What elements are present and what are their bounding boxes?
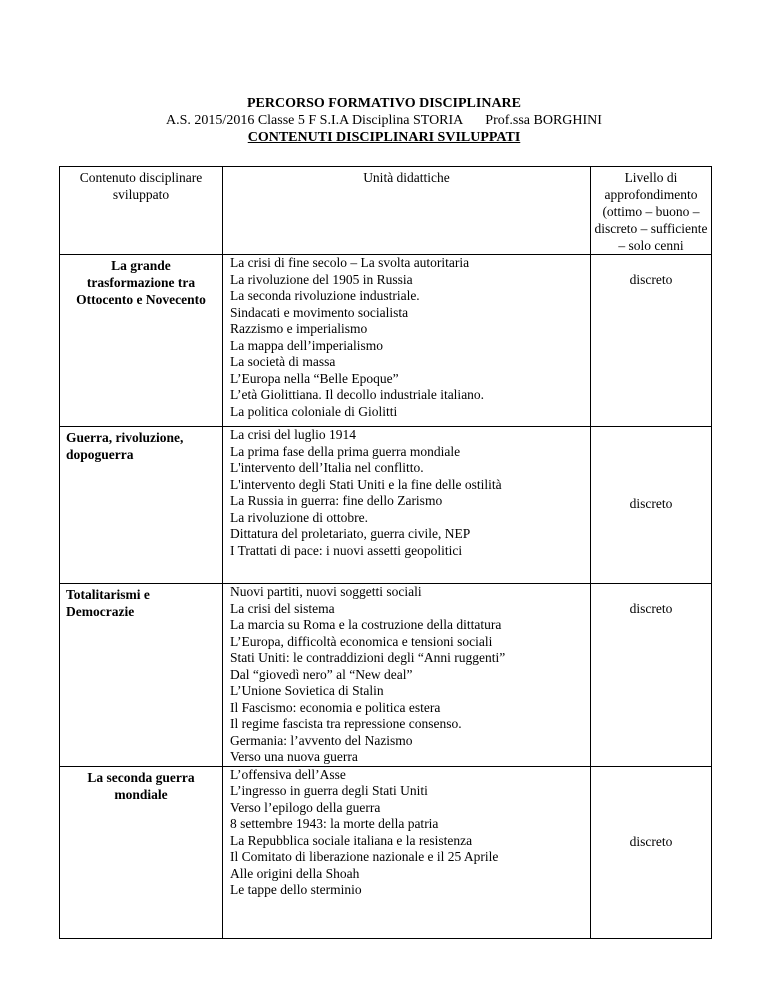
table-row <box>60 427 712 584</box>
unit-item: Nuovi partiti, nuovi soggetti sociali <box>230 584 422 599</box>
header-cell-units: Unità didattiche <box>223 167 591 255</box>
row-level: discreto <box>591 584 712 767</box>
unit-item: L'intervento dell’Italia nel conflitto. <box>230 460 424 475</box>
unit-item: La rivoluzione di ottobre. <box>230 509 368 525</box>
header-cell-topic: Contenuto disciplinare sviluppato <box>60 167 223 255</box>
unit-item: Dittatura del proletariato, guerra civile, NEP <box>230 526 471 541</box>
unit-item: Il Fascismo: economia e politica estera <box>230 699 441 715</box>
unit-item: Razzismo e imperialismo <box>230 321 368 336</box>
table-row <box>60 766 712 938</box>
row-level: discreto <box>591 427 712 584</box>
unit-item: L’Europa, difficoltà economica e tensioni sociali <box>230 633 493 649</box>
unit-item: La crisi del sistema <box>230 600 335 616</box>
header-cell-level: Livello di approfondimento (ottimo – buono – discreto – sufficiente – solo cenni <box>591 167 712 255</box>
contents-table <box>59 166 712 939</box>
unit-item: La Russia in guerra: fine dello Zarismo <box>230 493 443 508</box>
table-header-row <box>60 167 712 255</box>
row-topic: La seconda guerra mondiale <box>60 766 223 938</box>
row-topic: La grande trasformazione tra Ottocento e Novecento <box>60 255 223 427</box>
unit-item: La crisi del luglio 1914 <box>230 427 356 442</box>
table-row <box>60 255 712 427</box>
row-units <box>223 766 591 938</box>
unit-item: Le tappe dello sterminio <box>230 882 362 897</box>
unit-item: Germania: l’avvento del Nazismo <box>230 732 413 748</box>
unit-item: Il regime fascista tra repressione consenso. <box>230 716 462 731</box>
unit-item: Il Comitato di liberazione nazionale e il 25 Aprile <box>230 849 499 864</box>
unit-item: 8 settembre 1943: la morte della patria <box>230 816 439 831</box>
unit-item: La rivoluzione del 1905 in Russia <box>230 271 413 287</box>
row-units <box>223 584 591 767</box>
unit-item: L’offensiva dell’Asse <box>230 766 346 782</box>
unit-item: L'intervento degli Stati Uniti e la fine delle ostilità <box>230 476 502 492</box>
unit-item: La crisi di fine secolo – La svolta autoritaria <box>230 255 470 270</box>
header-title: PERCORSO FORMATIVO DISCIPLINARE <box>246 96 522 111</box>
row-topic: Guerra, rivoluzione, dopoguerra <box>60 427 223 584</box>
header-section-title: CONTENUTI DISCIPLINARI SVILUPPATI <box>247 130 521 145</box>
row-topic: Totalitarismi e Democrazie <box>60 584 223 767</box>
header-teacher: Prof.ssa BORGHINI <box>485 113 602 128</box>
header-class-info: A.S. 2015/2016 Classe 5 F S.I.A Disciplina STORIA <box>166 113 464 128</box>
unit-item: La mappa dell’imperialismo <box>230 337 383 353</box>
row-level: discreto <box>591 255 712 427</box>
unit-item: Alle origini della Shoah <box>230 865 360 881</box>
unit-item: La politica coloniale di Giolitti <box>230 403 398 419</box>
unit-item: La Repubblica sociale italiana e la resistenza <box>230 832 473 848</box>
unit-item: Verso una nuova guerra <box>230 749 358 764</box>
header-subtitle <box>0 112 768 129</box>
unit-item: L’Unione Sovietica di Stalin <box>230 683 384 698</box>
unit-item: L’età Giolittiana. Il decollo industriale italiano. <box>230 387 485 402</box>
unit-item: La marcia su Roma e la costruzione della dittatura <box>230 617 502 632</box>
unit-item: L’ingresso in guerra degli Stati Uniti <box>230 783 428 798</box>
unit-item: L’Europa nella “Belle Epoque” <box>230 370 399 386</box>
unit-item: Dal “giovedì nero” al “New deal” <box>230 666 413 682</box>
unit-item: I Trattati di pace: i nuovi assetti geopolitici <box>230 542 463 558</box>
unit-item: Stati Uniti: le contraddizioni degli “Anni ruggenti” <box>230 650 506 665</box>
row-level: discreto <box>591 766 712 938</box>
unit-item: La società di massa <box>230 354 336 369</box>
table-row <box>60 584 712 767</box>
unit-item: La seconda rivoluzione industriale. <box>230 288 420 303</box>
document-header <box>0 95 768 146</box>
row-units <box>223 255 591 427</box>
unit-item: Verso l’epilogo della guerra <box>230 799 381 815</box>
unit-item: La prima fase della prima guerra mondiale <box>230 443 461 459</box>
unit-item: Sindacati e movimento socialista <box>230 304 409 320</box>
row-units <box>223 427 591 584</box>
